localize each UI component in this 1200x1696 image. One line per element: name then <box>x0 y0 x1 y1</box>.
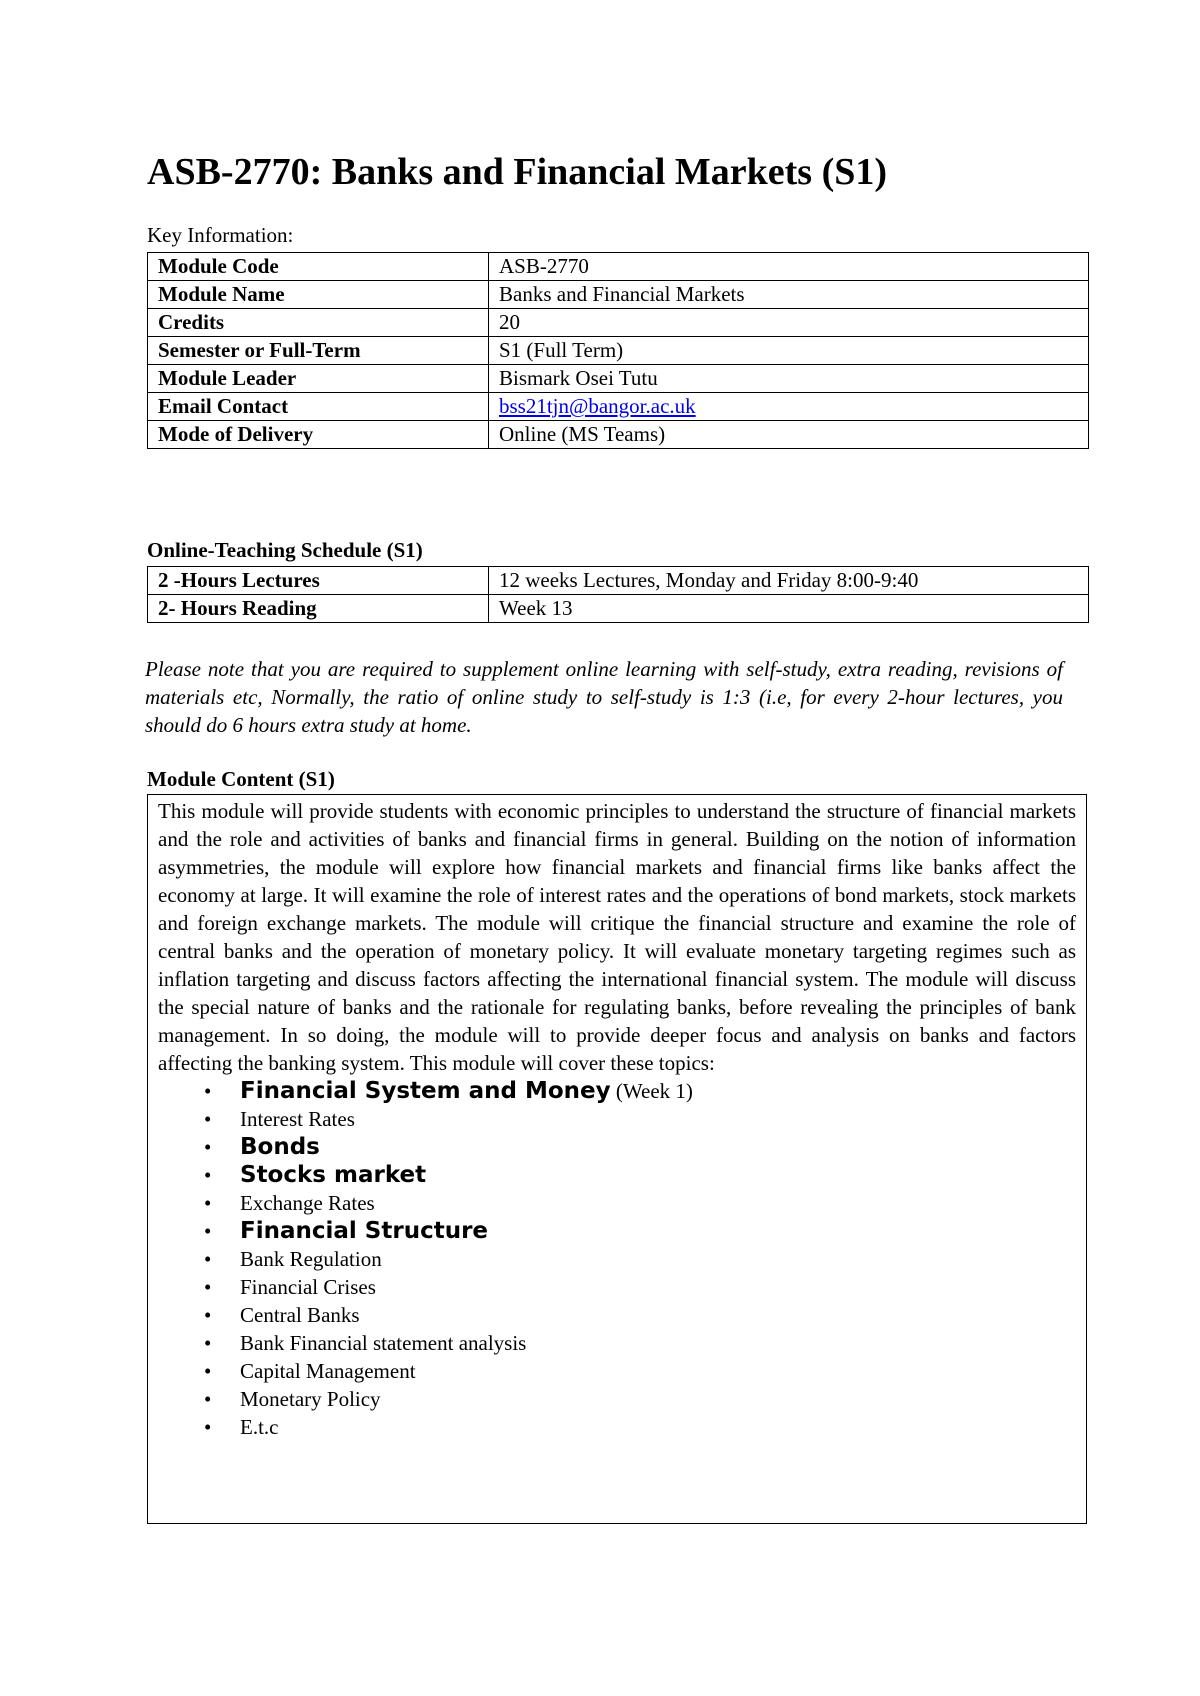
table-row <box>148 281 1089 309</box>
row-key: Email Contact <box>148 393 489 421</box>
module-content-box <box>147 794 1087 1524</box>
topic-text: Exchange Rates <box>240 1191 375 1215</box>
table-row <box>148 253 1089 281</box>
table-row <box>148 393 1089 421</box>
topic-text: Stocks market <box>240 1162 427 1188</box>
row-value: Bismark Osei Tutu <box>489 365 1089 393</box>
row-value: Week 13 <box>489 595 1089 623</box>
list-item <box>158 1217 1076 1245</box>
page-title: ASB-2770: Banks and Financial Markets (S1) <box>147 151 888 193</box>
row-key: Module Name <box>148 281 489 309</box>
row-value <box>489 393 1089 421</box>
topic-text: Bank Financial statement analysis <box>240 1331 527 1355</box>
bullet-icon: • <box>204 1107 212 1131</box>
key-info-table <box>147 252 1089 449</box>
email-link[interactable]: bss21tjn@bangor.ac.uk <box>499 394 696 418</box>
table-row <box>148 365 1089 393</box>
bullet-icon: • <box>204 1247 212 1271</box>
study-note: Please note that you are required to supplement online learning with self-study, extra reading, revisions of materials etc, Normally, the ratio of online study to self-study is 1:3 (i.e, for every 2-hour lectures, you should do 6 hours extra study at home. <box>145 657 1063 737</box>
bullet-icon: • <box>204 1219 212 1243</box>
table-row <box>148 567 1089 595</box>
topic-text: Interest Rates <box>240 1107 355 1131</box>
row-key: Module Code <box>148 253 489 281</box>
list-item <box>158 1077 1076 1105</box>
content-label: Module Content (S1) <box>147 767 335 791</box>
list-item <box>158 1301 1076 1329</box>
topic-text: Bank Regulation <box>240 1247 382 1271</box>
topic-text: Financial Crises <box>240 1275 376 1299</box>
table-row <box>148 309 1089 337</box>
topic-text: Monetary Policy <box>240 1387 381 1411</box>
topic-text: Central Banks <box>240 1303 360 1327</box>
table-row <box>148 337 1089 365</box>
row-value: Online (MS Teams) <box>489 421 1089 449</box>
list-item <box>158 1245 1076 1273</box>
list-item <box>158 1329 1076 1357</box>
topic-text: Capital Management <box>240 1359 416 1383</box>
topics-list <box>158 1077 1076 1441</box>
list-item <box>158 1133 1076 1161</box>
table-row <box>148 595 1089 623</box>
topic-suffix: (Week 1) <box>610 1079 693 1103</box>
topic-text: Bonds <box>240 1134 320 1160</box>
row-value: ASB-2770 <box>489 253 1089 281</box>
row-key: 2- Hours Reading <box>148 595 489 623</box>
list-item <box>158 1273 1076 1301</box>
bullet-icon: • <box>204 1275 212 1299</box>
bullet-icon: • <box>204 1387 212 1411</box>
bullet-icon: • <box>204 1135 212 1159</box>
list-item <box>158 1161 1076 1189</box>
row-value: 20 <box>489 309 1089 337</box>
bullet-icon: • <box>204 1303 212 1327</box>
row-value: 12 weeks Lectures, Monday and Friday 8:00-9:40 <box>489 567 1089 595</box>
bullet-icon: • <box>204 1079 212 1103</box>
key-info-label: Key Information: <box>147 223 294 247</box>
list-item <box>158 1413 1076 1441</box>
list-item <box>158 1105 1076 1133</box>
row-value: Banks and Financial Markets <box>489 281 1089 309</box>
bullet-icon: • <box>204 1359 212 1383</box>
list-item <box>158 1189 1076 1217</box>
row-key: Semester or Full-Term <box>148 337 489 365</box>
row-key: 2 -Hours Lectures <box>148 567 489 595</box>
bullet-icon: • <box>204 1191 212 1215</box>
bullet-icon: • <box>204 1331 212 1355</box>
row-key: Module Leader <box>148 365 489 393</box>
row-key: Credits <box>148 309 489 337</box>
topic-text: Financial Structure <box>240 1218 489 1244</box>
schedule-label: Online-Teaching Schedule (S1) <box>147 538 423 562</box>
topic-text: Financial System and Money <box>240 1078 611 1104</box>
bullet-icon: • <box>204 1163 212 1187</box>
row-value: S1 (Full Term) <box>489 337 1089 365</box>
list-item <box>158 1357 1076 1385</box>
table-row <box>148 421 1089 449</box>
list-item <box>158 1385 1076 1413</box>
schedule-table <box>147 566 1089 623</box>
content-description: This module will provide students with economic principles to understand the structure of financial markets and the role and activities of banks and financial firms in general. Building on the notion of information asymmetries, the module will explore how financial markets and financial firms like banks affect the economy at large. It will examine the role of interest rates and the operations of bond markets, stock markets and foreign exchange markets. The module will critique the financial structure and examine the role of central banks and the operation of monetary policy. It will evaluate monetary targeting regimes such as inflation targeting and discuss factors affecting the international financial system. The module will discuss the special nature of banks and the rationale for regulating banks, before revealing the principles of bank management. In so doing, the module will to provide deeper focus and analysis on banks and factors affecting the banking system. This module will cover these topics: <box>158 799 1076 1075</box>
bullet-icon: • <box>204 1415 212 1439</box>
row-key: Mode of Delivery <box>148 421 489 449</box>
topic-text: E.t.c <box>240 1415 279 1439</box>
